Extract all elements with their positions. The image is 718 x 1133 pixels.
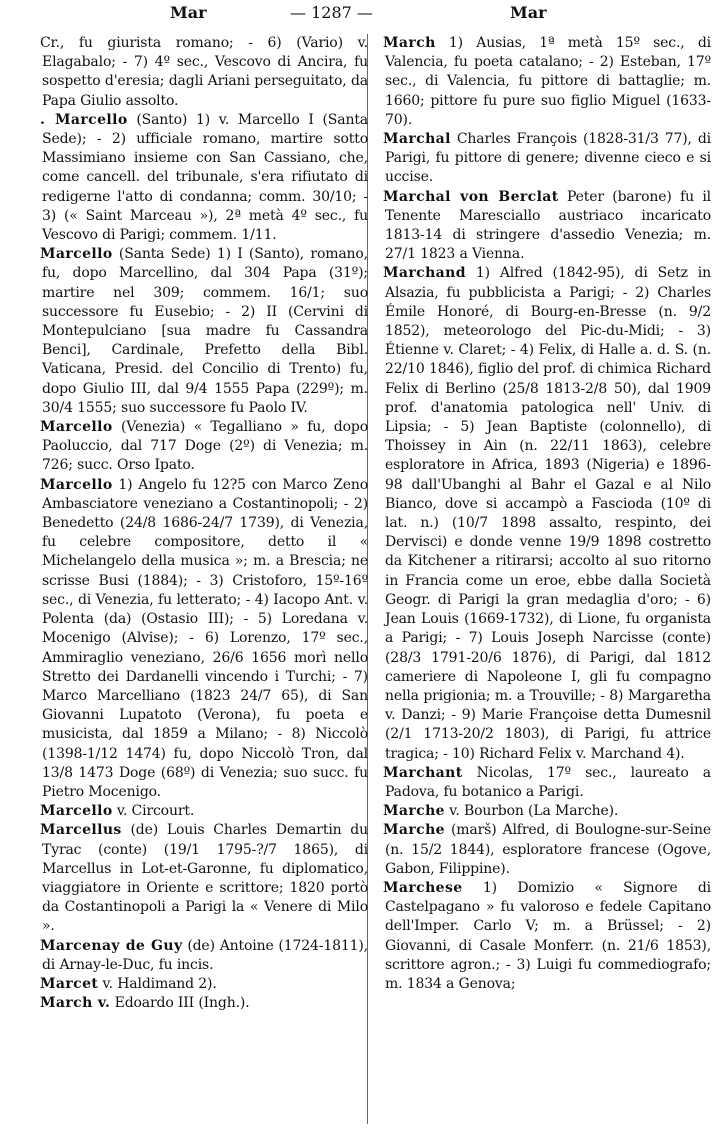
entry-text: Nicolas, 17º sec., laureato a Padova, fu botanico a Parigi.	[385, 764, 711, 800]
entry-text: Edoardo III (Ingh.).	[110, 995, 250, 1012]
right-column	[385, 34, 711, 994]
entry	[42, 111, 368, 245]
entry-text: (Santo) 1) v. Marcello I (Santa Sede); - 2) ufficiale romano, martire sotto Massimiano insieme con San Cassiano, che, come cancell. del tribunale, s'era rifiutato di redigerne l'atto di condanna; comm. 30/10; - 3) (« Saint Marceau »), 2ª metà 4º sec., fu Vescovo di Parigi; commem. 1/11.	[42, 111, 368, 244]
entry-text: (Santa Sede) 1) I (Santo), romano, fu, dopo Marcellino, dal 304 Papa (31º); martire nel 309; commem. 16/1; suo successore fu Eusebio; - 2) II (Cervini di Montepulciano [sua madre fu Cassandra Benci], Cardinale, Prefetto della Bibl. Vaticana, Presid. del Concilio di Trento) fu, dopo Giulio III, dal 9/4 1555 Papa (229º); m. 30/4 1555; suo successore fu Paolo IV.	[42, 246, 368, 416]
entry	[42, 418, 368, 476]
entry-text: Charles François (1828-31/3 77), di Parigi, fu pittore di genere; divenne cieco e si uccise.	[385, 131, 711, 186]
entry-headword: Marcenay de Guy	[40, 937, 183, 954]
entry-text: 1) Angelo fu 12?5 con Marco Zeno Ambasciatore veneziano a Costantinopoli; - 2) Benedetto (24/8 1686-24/7 1739), di Venezia, fu celebre compositore, detto il « Michelangelo della musica »; m. a Brescia; ne scrisse Busi (1884); - 3) Cristoforo, 15º-16º sec., di Venezia, fu letterato; - 4) Iacopo Ant. v. Polenta (da) (Ostasio III); - 5) Loredana v. Mocenigo (Alvise); - 6) Lorenzo, 17º sec., Ammiraglio veneziano, 26/6 1656 morì nello Stretto dei Dardanelli vincendo i Turchi; - 7) Marco Marcelliano (1823 24/7 65), di San Giovanni Lupatoto (Verona), fu poeta e musicista, dal 1859 a Milano; - 8) Niccolò (1398-1/12 1474) fu, dopo Niccolò Tron, dal 13/8 1473 Doge (68º) di Venezia; suo succ. fu Pietro Mocenigo.	[42, 476, 368, 800]
entry	[42, 994, 368, 1013]
entry-headword: March v.	[40, 995, 111, 1012]
entry-text: v. Circourt.	[112, 803, 195, 820]
entry-headword: Marchand	[383, 265, 466, 282]
page-number: — 1287 —	[290, 3, 373, 22]
entry-text: (de) Antoine (1724-1811), di Arnay-le-Duc, fu incis.	[42, 937, 368, 973]
entry-text: (marš) Alfred, di Boulogne-sur-Seine (n. 15/2 1844), esploratore francese (Ogove, Gabon, Filippine).	[385, 822, 711, 877]
entry	[385, 764, 711, 802]
entry	[42, 476, 368, 802]
entry	[385, 821, 711, 879]
entry-text: v. Bourbon (La Marche).	[444, 803, 619, 820]
entry	[42, 821, 368, 936]
left-column	[42, 34, 368, 1013]
entry	[42, 937, 368, 975]
entry-headword: Marcello	[40, 476, 113, 493]
entry-text: 1) Ausias, 1ª metà 15º sec., di Valencia, fu poeta catalano; - 2) Esteban, 17º sec., di Valencia, fu pittore di battaglie; m. 1660; pittore fu pure suo figlio Miguel (1633-70).	[385, 35, 711, 128]
header-right-word: Mar	[510, 3, 547, 22]
page-header	[0, 2, 718, 24]
entry-headword: Marchese	[383, 879, 463, 896]
entry-headword: Marche	[383, 822, 445, 839]
entry-headword: Marcet	[40, 975, 99, 992]
entry-text: Peter (barone) fu il Tenente Maresciallo austriaco incaricato 1813-14 di stringere d'assedio Venezia; m. 27/1 1823 a Vienna.	[385, 188, 711, 263]
entry-headword: Marche	[383, 803, 445, 820]
entry-headword: Marchal von Berclat	[383, 188, 559, 205]
entry-headword: Marcello	[40, 419, 113, 436]
entry-text: (de) Louis Charles Demartin du Tyrac (conte) (19/1 1795-?/7 1865), di Marcellus in Lot-et-Garonne, fu diplomatico, viaggiatore in Oriente e scrittore; 1820 portò da Costantinopoli a Parigi la « Venere di Milo ».	[42, 822, 368, 935]
entry	[385, 188, 711, 265]
entry-headword: Marcello	[40, 246, 113, 263]
entry	[385, 264, 711, 763]
header-left-word: Mar	[170, 3, 207, 22]
entry-text: 1) Alfred (1842-95), di Setz in Alsazia, fu pubblicista a Parigi; - 2) Charles Émile Honoré, di Bourg-en-Bresse (n. 9/2 1852), meteorologo del Pic-du-Midi; - 3) Étienne v. Claret; - 4) Felix, di Halle a. d. S. (n. 22/10 1846), figlio del prof. di chimica Richard Felix di Berlino (25/8 1813-2/8 50), dal 1909 prof. d'anatomia patologica nell' Univ. di Lipsia; - 5) Jean Baptiste (colonnello), di Thoissey in Ain (n. 22/11 1863), celebre esploratore in Africa, 1893 (Nigeria) e 1896-98 dall'Ubanghi al Bahr el Gazal e al Nilo Bianco, dove si accampò a Fascioda (10º di lat. n.) (10/7 1898 assalto, respinto, dei Dervisci) e donde venne 19/9 1898 costretto da Kitchener a ritirarsi; accolto al suo ritorno in Francia come un eroe, ebbe dalla Società Geogr. di Parigi la gran medaglia d'oro; - 6) Jean Louis (1669-1732), di Lione, fu organista a Parigi; - 7) Louis Joseph Narcisse (conte) (28/3 1791-20/6 1876), di Parigi, dal 1812 cameriere di Napoleone I, gli fu compagno nella prigionia; m. a Trouville; - 8) Margaretha v. Danzi; - 9) Marie Françoise detta Dumesnil (2/1 1713-20/2 1803), di Parigi, fu attrice tragica; - 10) Richard Felix v. Marchand 4).	[385, 265, 711, 762]
entry-text: Cr., fu giurista romano; - 6) (Vario) v. Elagabalo; - 7) 4º sec., Vescovo di Ancira, fu sospetto d'eresia; dagli Ariani perseguitato, da Papa Giulio assolto.	[40, 35, 368, 109]
entry-text: (Venezia) « Tegalliano » fu, dopo Paoluccio, dal 717 Doge (2º) di Venezia; m. 726; succ. Orso Ipato.	[42, 419, 368, 474]
entry-text: v. Haldimand 2).	[98, 975, 217, 992]
entry-headword: . Marcello	[40, 111, 128, 128]
entry-headword: Marchal	[383, 131, 451, 148]
entry	[42, 34, 368, 111]
entry-headword: March	[383, 35, 436, 51]
entry	[385, 802, 711, 821]
entry-text: 1) Domizio « Signore di Castelpagano » fu valoroso e fedele Capitano dell'Imper. Carlo V; m. a Brüssel; - 2) Giovanni, di Casale Monferr. (n. 21/6 1853), scrittore agron.; - 3) Luigi fu commediografo; m. 1834 a Genova;	[385, 879, 711, 992]
entry	[42, 975, 368, 994]
entry-headword: Marcellus	[40, 822, 122, 839]
entry	[42, 245, 368, 418]
entry-headword: Marcello	[40, 803, 113, 820]
entry	[385, 879, 711, 994]
entry	[42, 802, 368, 821]
entry	[385, 34, 711, 130]
entry-headword: Marchant	[383, 764, 463, 781]
entry	[385, 130, 711, 188]
